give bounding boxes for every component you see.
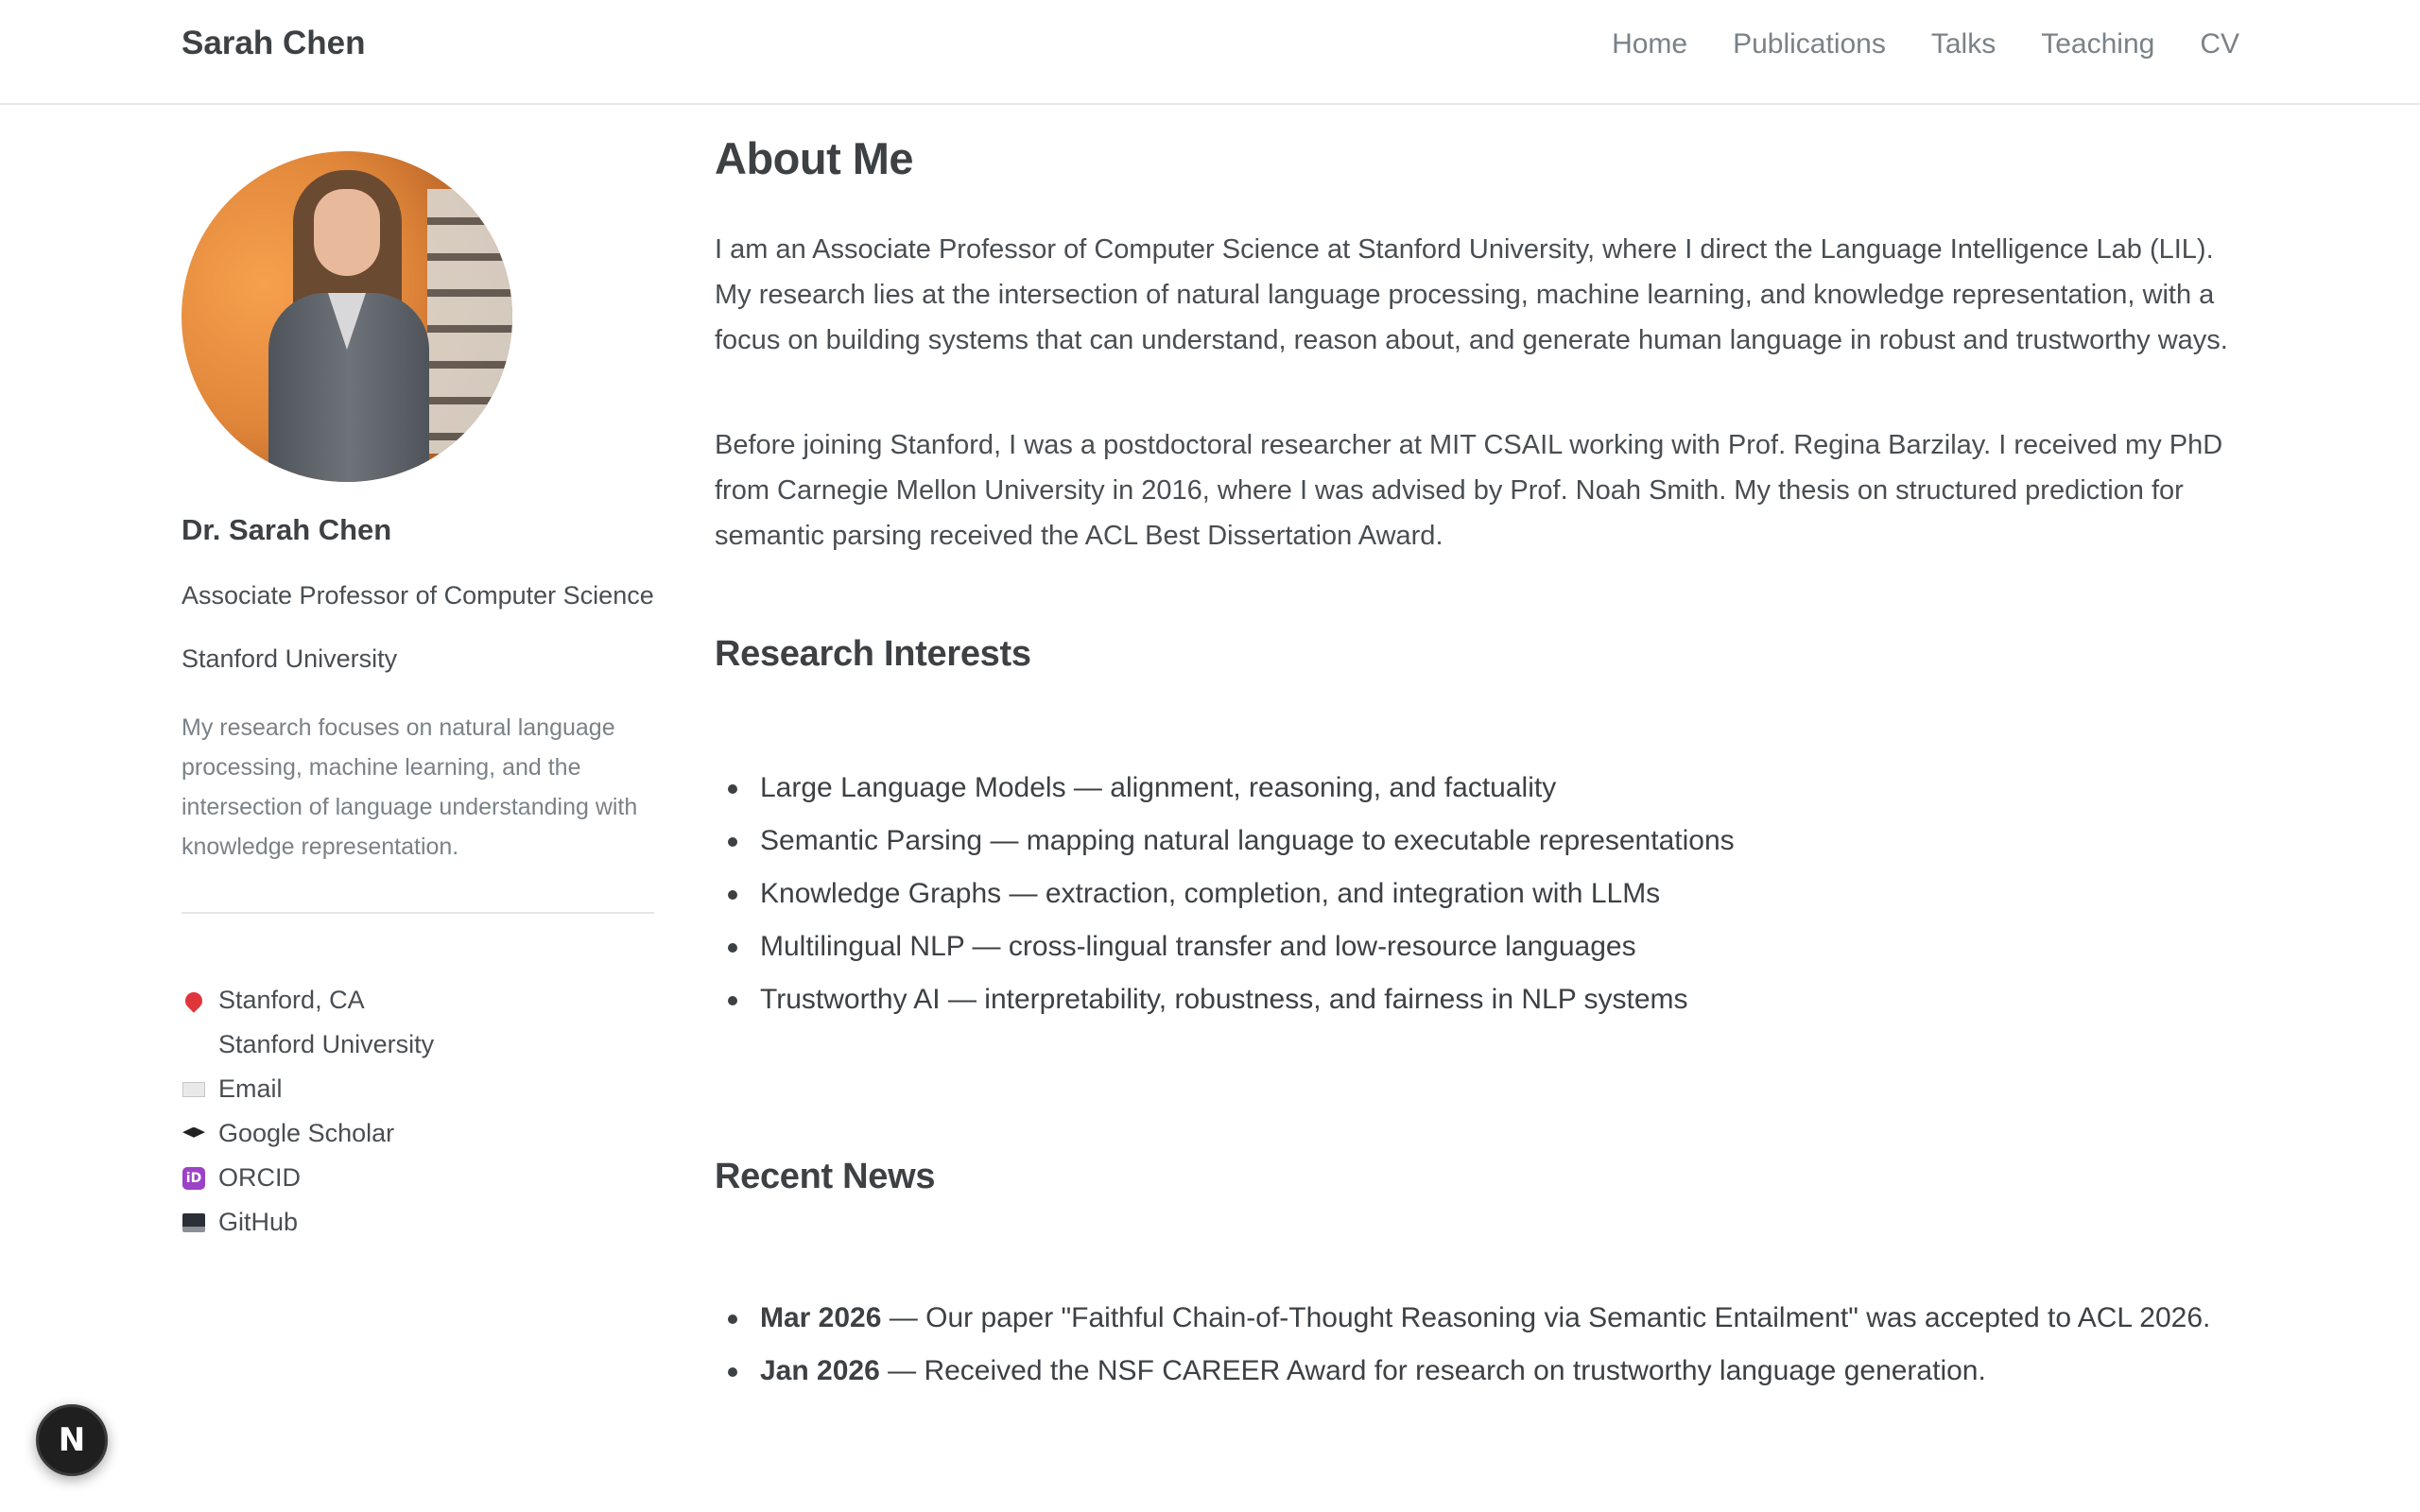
list-item: Large Language Models — alignment, reasoning, and factuality xyxy=(715,765,2238,818)
link-email[interactable] xyxy=(182,1067,654,1111)
main-nav xyxy=(1612,28,2239,60)
author-title: Associate Professor of Computer Science xyxy=(182,581,654,610)
author-organization: Stanford University xyxy=(182,644,398,673)
university-icon xyxy=(182,1033,206,1057)
site-title[interactable]: Sarah Chen xyxy=(182,25,366,61)
about-heading: About Me xyxy=(715,133,914,183)
link-email-label: Email xyxy=(218,1074,283,1103)
link-google-scholar-label: Google Scholar xyxy=(218,1119,395,1147)
author-name: Dr. Sarah Chen xyxy=(182,513,392,546)
link-location-label: Stanford, CA xyxy=(218,986,365,1014)
email-icon xyxy=(182,1077,206,1102)
news-text: — Our paper "Faithful Chain-of-Thought Reasoning via Semantic Entailment" was accepted to ACL 2026. xyxy=(881,1302,2211,1333)
link-google-scholar[interactable] xyxy=(182,1111,654,1156)
link-orcid-label: ORCID xyxy=(218,1163,301,1192)
research-interests-heading: Research Interests xyxy=(715,634,1031,674)
list-item: Knowledge Graphs — extraction, completion, and integration with LLMs xyxy=(715,871,2238,924)
link-location[interactable] xyxy=(182,978,654,1022)
news-item xyxy=(715,1296,2238,1341)
nav-publications[interactable]: Publications xyxy=(1733,28,1886,60)
link-orcid[interactable] xyxy=(182,1156,654,1200)
link-university-label: Stanford University xyxy=(218,1030,435,1058)
sidebar-divider xyxy=(182,912,654,914)
list-item: Semantic Parsing — mapping natural language to executable representations xyxy=(715,818,2238,871)
main-content xyxy=(715,132,2238,1401)
nav-home[interactable]: Home xyxy=(1612,28,1688,60)
nav-talks[interactable]: Talks xyxy=(1930,28,1996,60)
orcid-icon: iD xyxy=(182,1166,206,1191)
link-github[interactable] xyxy=(182,1200,654,1245)
recent-news-heading: Recent News xyxy=(715,1157,936,1196)
nav-cv[interactable]: CV xyxy=(2200,28,2239,60)
news-date: Mar 2026 xyxy=(760,1302,882,1333)
news-text: — Received the NSF CAREER Award for research on trustworthy language generation. xyxy=(879,1355,1986,1386)
about-paragraph-2: Before joining Stanford, I was a postdoctoral researcher at MIT CSAIL working with Prof. Regina Barzilay. I received my PhD from Carnegie Mellon University in 2016, where I was advised by Prof. Noah Smith. My thesis on structured prediction for semantic parsing received the ACL Best Dissertation Award. xyxy=(715,430,2223,551)
nav-teaching[interactable]: Teaching xyxy=(2041,28,2155,60)
avatar xyxy=(182,151,512,482)
list-item: Multilingual NLP — cross-lingual transfer and low-resource languages xyxy=(715,924,2238,977)
list-item: Trustworthy AI — interpretability, robustness, and fairness in NLP systems xyxy=(715,977,2238,1030)
location-pin-icon xyxy=(182,988,206,1013)
news-item xyxy=(715,1349,2238,1394)
graduation-cap-icon xyxy=(182,1122,206,1146)
recent-news-list xyxy=(715,1296,2238,1394)
nextjs-dev-indicator-button[interactable]: N xyxy=(36,1404,108,1476)
about-paragraph-1: I am an Associate Professor of Computer Science at Stanford University, where I direct the Language Intelligence Lab (LIL). My research lies at the intersection of natural language processing, machine learning, and knowledge representation, with a focus on building systems that can understand, reason about, and generate human language in robust and trustworthy ways. xyxy=(715,234,2228,355)
news-date: Jan 2026 xyxy=(760,1355,880,1386)
avatar-face xyxy=(314,189,380,276)
author-links xyxy=(182,978,654,1245)
link-github-label: GitHub xyxy=(218,1208,299,1236)
laptop-icon xyxy=(182,1211,206,1235)
masthead xyxy=(0,0,2420,105)
author-bio: My research focuses on natural language processing, machine learning, and the intersection of language understanding with knowledge representation. xyxy=(182,714,638,860)
research-interests-list xyxy=(715,765,2238,1030)
avatar-background-window xyxy=(427,189,512,454)
link-university[interactable] xyxy=(182,1022,654,1067)
author-sidebar xyxy=(182,151,654,1245)
